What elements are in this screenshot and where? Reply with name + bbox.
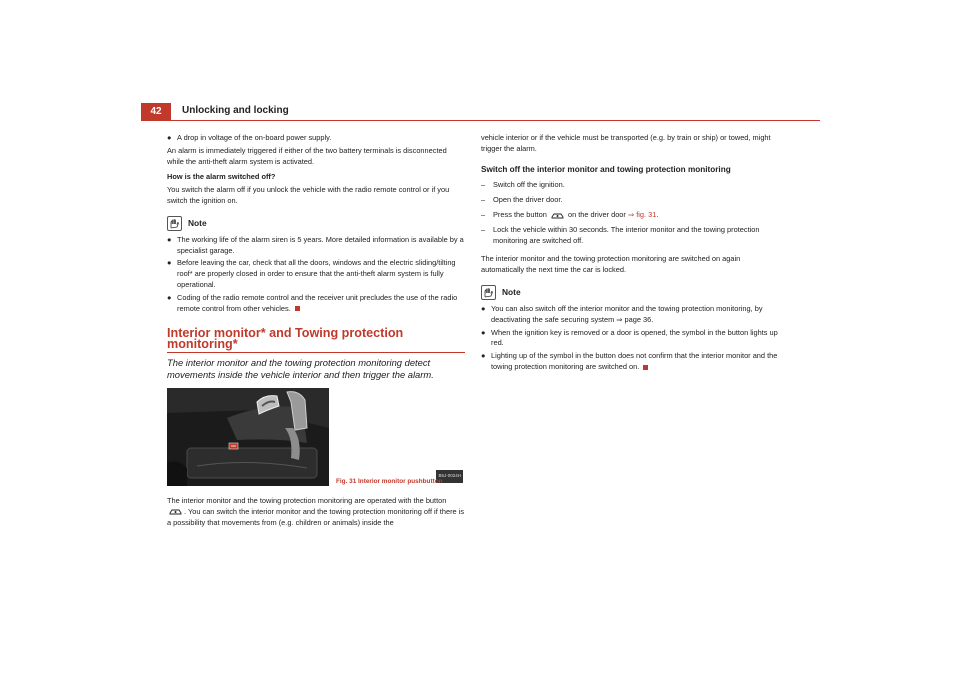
note-icon bbox=[481, 285, 496, 300]
step-item bbox=[481, 195, 781, 206]
note-item bbox=[481, 304, 781, 326]
note-text: When the ignition key is removed or a door is opened, the symbol in the button lights up red. bbox=[491, 327, 778, 348]
note-text: Before leaving the car, check that all the doors, windows and the electric sliding/tilting roof* are properly closed in order to ensure that the anti-theft alarm system is fully operational. bbox=[177, 258, 456, 289]
figure-reference-link[interactable]: ⇒ fig. 31 bbox=[627, 209, 657, 219]
step-item bbox=[481, 210, 781, 221]
bullet-icon: ● bbox=[167, 258, 172, 268]
note-item bbox=[167, 293, 465, 315]
step3-text-c: . bbox=[656, 209, 659, 219]
dash-icon: – bbox=[481, 209, 486, 219]
bullet-icon: ● bbox=[167, 133, 172, 142]
car-interior-monitor-icon bbox=[169, 508, 182, 515]
page-number: 42 bbox=[141, 103, 171, 120]
header-rule bbox=[141, 120, 820, 121]
end-mark-icon bbox=[295, 306, 300, 311]
note-item bbox=[481, 328, 781, 350]
figure-code: B5J-0024H bbox=[436, 470, 463, 483]
car-interior-monitor-icon bbox=[551, 212, 564, 219]
body-text-a: The interior monitor and the towing protection monitoring are operated with the button bbox=[167, 495, 447, 505]
door-panel-image bbox=[167, 388, 329, 486]
section-lead: The interior monitor and the towing protection monitoring detect movements inside the vehicle interior and then trigger the alarm. bbox=[167, 356, 434, 381]
step-item bbox=[481, 180, 781, 191]
note-item bbox=[481, 351, 781, 373]
step-text: Open the driver door. bbox=[493, 195, 563, 205]
bullet-icon: ● bbox=[481, 351, 486, 361]
switch-off-answer: You switch the alarm off if you unlock the vehicle with the radio remote control or if you switch the ignition on. bbox=[167, 185, 450, 205]
dash-icon: – bbox=[481, 180, 486, 190]
note-heading bbox=[481, 285, 781, 300]
step-text: Switch off the ignition. bbox=[493, 180, 565, 190]
bullet-item bbox=[167, 133, 465, 144]
end-mark-icon bbox=[643, 365, 648, 370]
alarm-paragraph: An alarm is immediately triggered if either of the two battery terminals is disconnected while the anti-theft alarm system is activated. bbox=[167, 145, 447, 166]
note-item bbox=[167, 258, 465, 290]
auto-paragraph: The interior monitor and the towing protection monitoring are switched on again automatically the next time the car is locked. bbox=[481, 254, 741, 275]
dash-icon: – bbox=[481, 224, 486, 234]
note-heading bbox=[167, 216, 465, 231]
note-title: Note bbox=[502, 287, 521, 298]
note-icon bbox=[167, 216, 182, 231]
note-text: The working life of the alarm siren is 5 years. More detailed information is available by a specialist garage. bbox=[177, 234, 464, 255]
continued-paragraph: vehicle interior or if the vehicle must be transported (e.g. by train or ship) or towed, might trigger the alarm. bbox=[481, 133, 771, 153]
page-header-title: Unlocking and locking bbox=[182, 105, 289, 116]
section-title: Interior monitor* and Towing protection monitoring* bbox=[167, 328, 465, 353]
figure bbox=[167, 388, 467, 486]
figure-caption: Fig. 31 Interior monitor pushbutton bbox=[336, 477, 443, 485]
bullet-text: A drop in voltage of the on-board power supply. bbox=[177, 133, 332, 142]
step-text: Lock the vehicle within 30 seconds. The interior monitor and the towing protection monitoring are switched off. bbox=[493, 224, 760, 245]
bullet-icon: ● bbox=[167, 234, 172, 244]
right-column bbox=[481, 133, 781, 375]
switch-off-question: How is the alarm switched off? bbox=[167, 172, 276, 182]
bullet-icon: ● bbox=[167, 292, 172, 302]
step3-text-a: Press the button bbox=[493, 209, 547, 219]
bullet-icon: ● bbox=[481, 327, 486, 337]
left-column bbox=[167, 133, 465, 533]
dash-icon: – bbox=[481, 195, 486, 205]
body-text-b: . You can switch the interior monitor and the towing protection monitoring off if there is a possibility that movements from (e.g. children or animals) inside the bbox=[167, 506, 465, 527]
step3-text-b: on the driver door bbox=[567, 209, 626, 219]
step-item bbox=[481, 225, 781, 247]
note-title: Note bbox=[188, 217, 207, 228]
note-item bbox=[167, 235, 465, 257]
note-text: Coding of the radio remote control and the receiver unit precludes the use of the radio remote control from other vehicles. bbox=[177, 292, 458, 313]
note-text: You can also switch off the interior monitor and the towing protection monitoring, by deactivating the safe securing system ⇒ page 36. bbox=[491, 303, 763, 324]
note-text: Lighting up of the symbol in the button does not confirm that the interior monitor and the towing protection monitoring are switched on. bbox=[491, 351, 778, 371]
sub-heading: Switch off the interior monitor and towing protection monitoring bbox=[481, 164, 731, 174]
body-paragraph bbox=[167, 496, 465, 528]
bullet-icon: ● bbox=[481, 303, 486, 313]
